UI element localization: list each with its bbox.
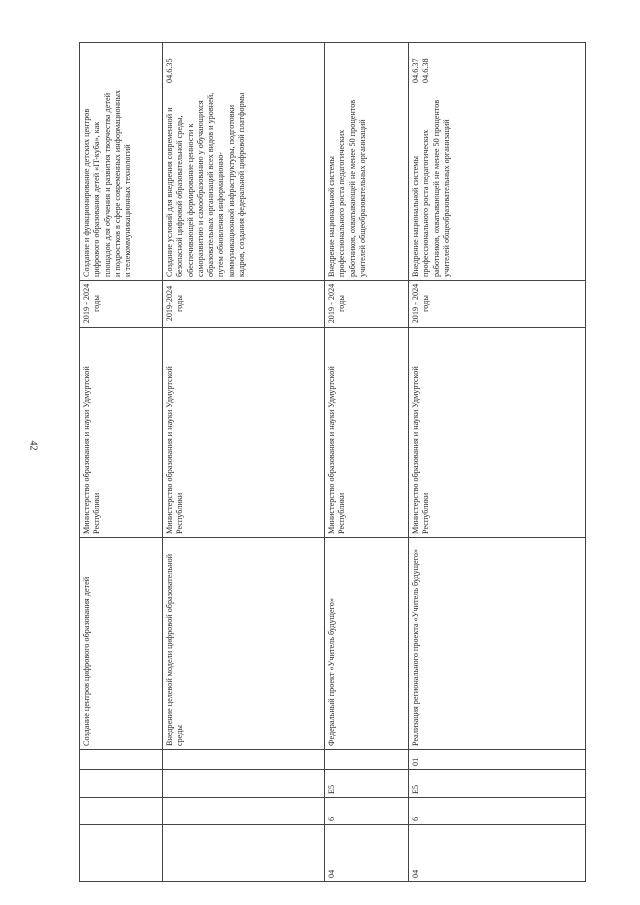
code-cell: 04: [327, 869, 336, 878]
page-number: 42: [27, 440, 39, 451]
code-cell: [80, 824, 163, 881]
code-cell: 04: [411, 869, 420, 878]
name-cell: Реализация регионального проекта «Учитель будущего»: [411, 548, 420, 746]
period-cell: 2019 - 2024 годы: [82, 283, 102, 324]
period-cell: 2019-2024 годы: [165, 285, 185, 322]
executor-cell: Министерство образования и науки Удмуртской Республики: [165, 366, 185, 534]
code-cell: [163, 749, 325, 769]
name-cell: Создание центров цифрового образования детей: [82, 576, 91, 746]
period-cell: 2019 - 2024 годы: [411, 283, 431, 324]
executor-cell: Министерство образования и науки Удмуртской Республики: [82, 366, 102, 534]
code-cell: Е5: [411, 784, 420, 794]
indicator-cell: 04.6.37 04.6.38: [411, 58, 431, 83]
program-table: [79, 42, 585, 882]
indicator-cell: [325, 42, 409, 86]
indicator-cell: [80, 42, 163, 86]
code-cell: 6: [327, 816, 336, 821]
code-cell: [163, 769, 325, 797]
result-cell: Внедрение национальной системы профессионального роста педагогических работников, охватывающей не менее 50 процентов учителей общеобразовательных организаций: [327, 99, 367, 277]
code-cell: [163, 797, 325, 824]
period-cell: 2019 - 2024 годы: [327, 283, 347, 324]
code-cell: 01: [411, 757, 420, 766]
code-cell: 6: [411, 816, 420, 821]
name-cell: Внедрение целевой модели цифровой образовательной среды: [165, 553, 185, 746]
result-cell: Создание и функционирование детских центров цифрового образования детей «IT-куба», как площадок для обучения и развития творчества детей и подростков в сфере современных информационных и телекоммуникационных технологий: [82, 89, 133, 277]
table-row: [324, 42, 409, 882]
table-row: [79, 42, 163, 882]
code-cell: [80, 769, 163, 797]
executor-cell: Министерство образования и науки Удмуртской Республики: [411, 366, 431, 534]
code-cell: Е5: [327, 784, 336, 794]
executor-cell: Министерство образования и науки Удмуртской Республики: [327, 366, 347, 534]
code-cell: [80, 749, 163, 769]
code-cell: [163, 824, 325, 881]
code-cell: [80, 797, 163, 824]
result-cell: Создание условий для внедрения современной и безопасной цифровой образовательной среды, обеспечивающей формирование ценности к саморазвитию и самообразованию у обучающихся образовательных организаций всех видов и уровней, путем обновления информационно-коммуникационной инфраструктуры, подготовки кадров, создания федеральной цифровой платформы: [165, 92, 247, 277]
name-cell: Федеральный проект «Учитель будущего»: [327, 598, 336, 746]
table-row: [162, 42, 325, 882]
result-cell: Внедрение национальной системы профессионального роста педагогических работников, охватывающей не менее 50 процентов учителей общеобразовательных организаций: [411, 99, 451, 277]
indicator-cell: 04.6.35: [165, 58, 174, 83]
code-cell: [325, 749, 409, 769]
table-row: [408, 42, 586, 882]
